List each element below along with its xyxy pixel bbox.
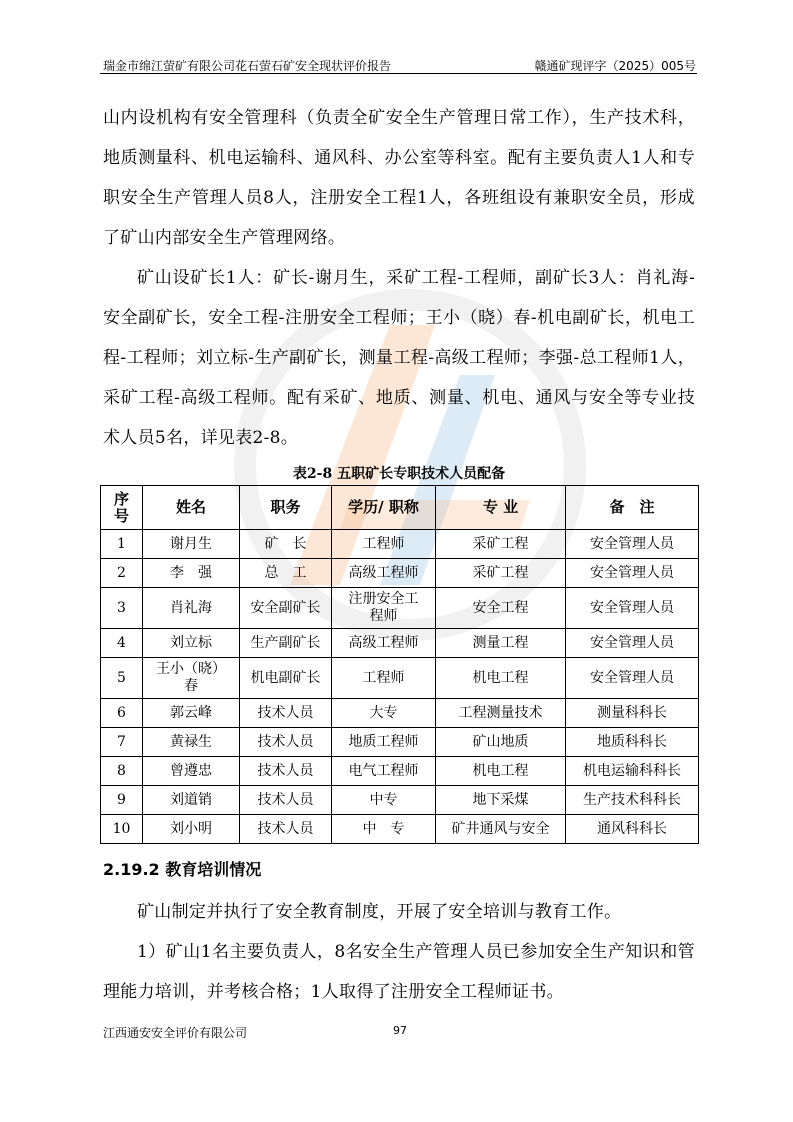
cell-position: 技术人员 [240,757,332,786]
cell-name: 刘立标 [143,629,240,658]
cell-name: 刘小明 [143,815,240,844]
document-number: 赣通矿现评字（2025）005号 [534,59,696,73]
cell-name: 曾遵忠 [143,757,240,786]
cell-major: 工程测量技术 [436,699,566,728]
cell-position: 总 工 [240,559,332,588]
cell-major: 地下采煤 [436,786,566,815]
header-seq: 序号 [101,486,143,530]
table-row [101,786,699,815]
staff-table [100,485,699,844]
cell-title: 高级工程师 [332,629,436,658]
cell-seq: 1 [101,530,143,559]
cell-seq: 6 [101,699,143,728]
cell-name: 刘道销 [143,786,240,815]
header-remark: 备 注 [566,486,699,530]
cell-remark: 地质科科长 [566,728,699,757]
page-footer [103,1024,696,1040]
page-header [103,54,696,74]
table-header-row [101,486,699,530]
cell-seq: 8 [101,757,143,786]
table-row [101,728,699,757]
cell-title: 工程师 [332,530,436,559]
header-position: 职务 [240,486,332,530]
section-heading: 2.19.2 教育培训情况 [103,860,262,879]
cell-name: 郭云峰 [143,699,240,728]
table-row [101,629,699,658]
table-row [101,559,699,588]
cell-position: 生产副矿长 [240,629,332,658]
cell-remark: 机电运输科科长 [566,757,699,786]
page-number: 97 [393,1024,407,1037]
cell-major: 测量工程 [436,629,566,658]
cell-major: 机电工程 [436,757,566,786]
cell-title: 中 专 [332,815,436,844]
cell-seq: 10 [101,815,143,844]
cell-remark: 安全管理人员 [566,559,699,588]
table-row [101,588,699,629]
cell-major: 矿山地质 [436,728,566,757]
cell-remark: 通风科科长 [566,815,699,844]
cell-title: 大专 [332,699,436,728]
cell-title: 电气工程师 [332,757,436,786]
cell-title: 中专 [332,786,436,815]
cell-name: 谢月生 [143,530,240,559]
paragraph-departments: 山内设机构有安全管理科（负责全矿安全生产管理日常工作），生产技术科，地质测量科、机电运输科、通风科、办公室等科室。配有主要负责人1人和专职安全生产管理人员8人，注册安全工程1人，各班组设有兼职安全员，形成了矿山内部安全生产管理网络。 [103,108,695,248]
cell-name: 王小（晓）春 [143,658,240,699]
cell-major: 安全工程 [436,588,566,629]
cell-title: 高级工程师 [332,559,436,588]
cell-name: 肖礼海 [143,588,240,629]
paragraph-training-item-1: 1）矿山1名主要负责人，8名安全生产管理人员已参加安全生产知识和管理能力培训，并考核合格；1人取得了注册安全工程师证书。 [103,942,695,1002]
cell-seq: 4 [101,629,143,658]
cell-remark: 安全管理人员 [566,530,699,559]
cell-remark: 安全管理人员 [566,658,699,699]
cell-position: 技术人员 [240,728,332,757]
footer-company: 江西通安安全评价有限公司 [103,1026,248,1040]
cell-remark: 生产技术科科长 [566,786,699,815]
report-title: 瑞金市绵江萤矿有限公司花石萤石矿安全现状评价报告 [103,59,392,73]
cell-major: 矿井通风与安全 [436,815,566,844]
body-text [103,98,695,458]
cell-remark: 测量科科长 [566,699,699,728]
section-body [103,892,695,1012]
cell-title: 注册安全工程师 [332,588,436,629]
cell-position: 技术人员 [240,815,332,844]
paragraph-training-intro: 矿山制定并执行了安全教育制度，开展了安全培训与教育工作。 [137,902,622,922]
cell-name: 黄禄生 [143,728,240,757]
header-title: 学历/ 职称 [332,486,436,530]
table-row [101,658,699,699]
cell-position: 技术人员 [240,786,332,815]
cell-title: 工程师 [332,658,436,699]
cell-title: 地质工程师 [332,728,436,757]
cell-position: 矿 长 [240,530,332,559]
header-name: 姓名 [143,486,240,530]
table-row [101,815,699,844]
cell-major: 采矿工程 [436,559,566,588]
table-caption: 表2-8 五职矿长专职技术人员配备 [292,466,506,482]
header-divider [100,73,697,74]
cell-major: 采矿工程 [436,530,566,559]
cell-seq: 2 [101,559,143,588]
table-row [101,699,699,728]
cell-seq: 5 [101,658,143,699]
cell-position: 机电副矿长 [240,658,332,699]
cell-position: 安全副矿长 [240,588,332,629]
header-major: 专 业 [436,486,566,530]
cell-name: 李 强 [143,559,240,588]
cell-seq: 9 [101,786,143,815]
cell-major: 机电工程 [436,658,566,699]
table-row [101,530,699,559]
cell-remark: 安全管理人员 [566,629,699,658]
cell-seq: 3 [101,588,143,629]
cell-position: 技术人员 [240,699,332,728]
cell-seq: 7 [101,728,143,757]
table-row [101,757,699,786]
cell-remark: 安全管理人员 [566,588,699,629]
paragraph-managers: 矿山设矿长1人：矿长-谢月生，采矿工程-工程师，副矿长3人：肖礼海-安全副矿长，安全工程-注册安全工程师；王小（晓）春-机电副矿长，机电工程-工程师；刘立标-生产副矿长，测量工程-高级工程师；李强-总工程师1人，采矿工程-高级工程师。配有采矿、地质、测量、机电、通风与安全等专业技术人员5名，详见表2-8。 [103,268,696,448]
